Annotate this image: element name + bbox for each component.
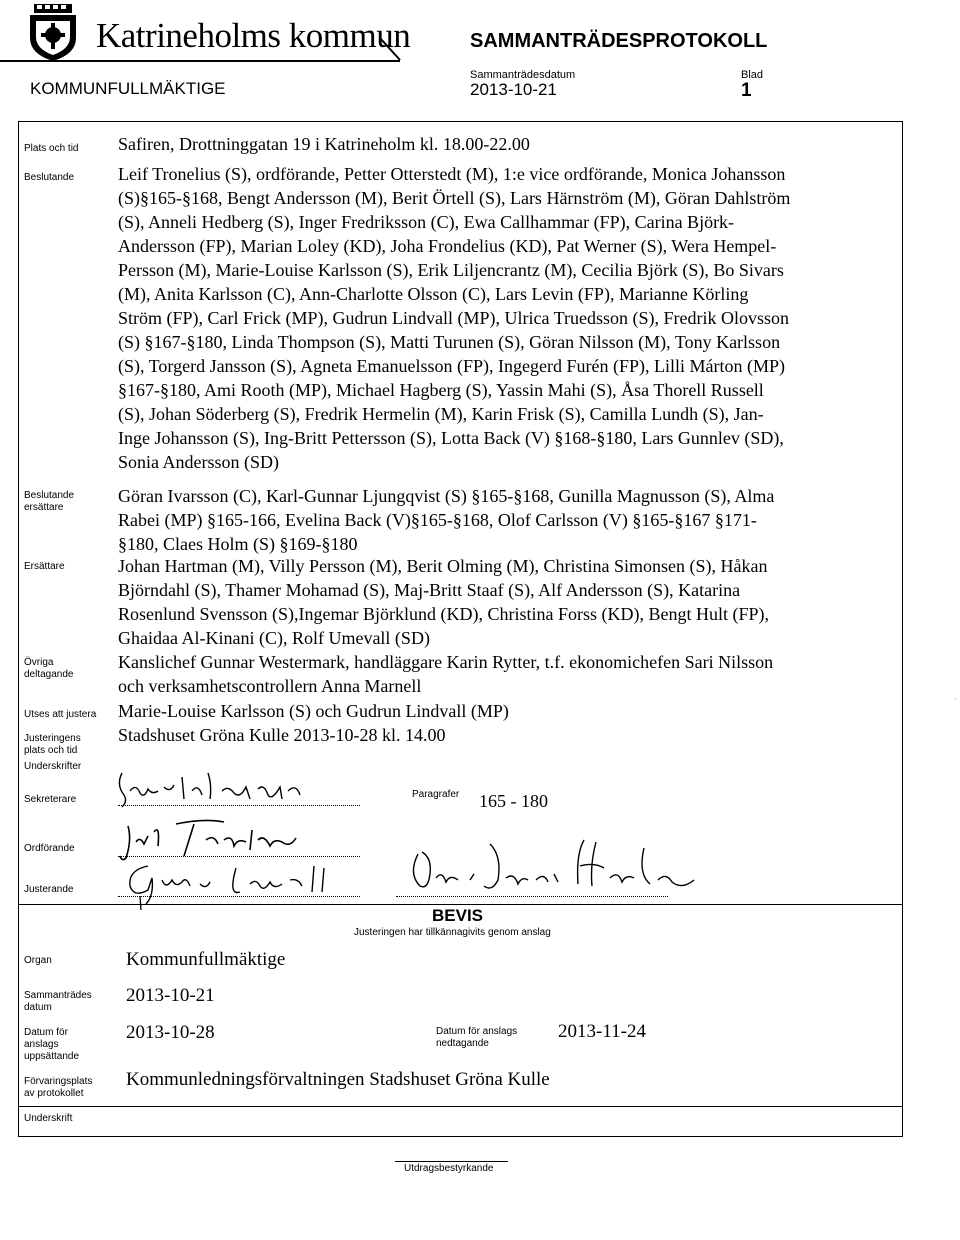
meeting-date: 2013-10-21 (470, 80, 557, 99)
svg-text:Leif Tronelius: Leif Tronelius (114, 812, 120, 813)
page-number: 1 (741, 80, 752, 101)
meeting-date-label-bevis (24, 990, 92, 1014)
frame-border-right (902, 121, 903, 1136)
adjust-place-label (24, 733, 81, 757)
removed-date-label (436, 1026, 517, 1050)
organ-label: Organ (24, 955, 52, 966)
chair-label: Ordförande (24, 843, 75, 854)
text-line: (M), Anita Karlsson (C), Ann-Charlotte Olsson (C), Lars Levin (FP), Marianne Körling (118, 284, 749, 304)
frame-border-bottom (18, 1136, 903, 1137)
department-name: KOMMUNFULLMÄKTIGE (30, 79, 226, 98)
adjuster2-signature (398, 834, 728, 904)
meeting-date-label: Sammanträdesdatum (470, 69, 576, 81)
substitutes-list (118, 554, 769, 650)
organ-value: Kommunfullmäktige (126, 949, 286, 970)
others-label (24, 657, 74, 681)
municipality-name: Katrineholms kommun (96, 16, 411, 55)
header-underline (0, 60, 400, 62)
text-line: Ghaidaa Al-Kinani (C), Rolf Umevall (SD) (118, 628, 430, 648)
label-line: datum (24, 1002, 52, 1013)
header-slash-mark (378, 36, 404, 62)
scan-speck: · (954, 694, 957, 704)
signature-tick-mark (136, 896, 146, 910)
label-line: Justeringens (24, 733, 81, 744)
bevis-title: BEVIS (432, 906, 484, 925)
deciding-label: Beslutande (24, 172, 75, 183)
label-line: Datum för (24, 1027, 68, 1038)
signature-label: Underskrift (24, 1113, 73, 1124)
label-line: anslags (24, 1039, 59, 1050)
svg-text:Gunnar Westermark: Gunnar Westermark (112, 765, 121, 766)
document-title: SAMMANTRÄDESPROTOKOLL (470, 30, 768, 52)
adjusters-label: Utses att justera (24, 709, 97, 720)
text-line: Andersson (FP), Marian Loley (KD), Joha Frondelius (KD), Pat Werner (S), Wera Hempel- (118, 236, 777, 256)
text-line: Sonia Andersson (SD) (118, 452, 279, 472)
municipal-crest-logo (26, 4, 80, 62)
page-label: Blad (741, 69, 764, 81)
place-time-label: Plats och tid (24, 143, 79, 154)
text-line: (S), Anneli Hedberg (S), Inger Fredriksson (C), Ewa Callhammar (FP), Carina Björk- (118, 212, 735, 232)
secretary-label: Sekreterare (24, 794, 77, 805)
label-line: nedtagande (436, 1038, 489, 1049)
text-line: (S), Johan Söderberg (S), Fredrik Hermelin (M), Karin Frisk (S), Camilla Lundh (S), Jan- (118, 404, 764, 424)
label-line: uppsättande (24, 1051, 80, 1062)
posted-date-value: 2013-10-28 (126, 1022, 215, 1043)
text-line: Rabei (MP) §165-166, Evelina Back (V)§165-§168, Olof Carlsson (V) §165-§167 §171- (118, 510, 757, 530)
text-line: §180, Claes Holm (S) §169-§180 (118, 534, 358, 554)
label-line: Övriga (24, 657, 54, 668)
deciding-members (118, 162, 790, 474)
storage-label (24, 1076, 92, 1100)
text-line: Inge Johansson (S), Ing-Britt Pettersson (S), Lotta Back (V) §168-§180, Lars Gunnlev (SD), (118, 428, 784, 448)
frame-border-left (18, 121, 19, 1136)
posted-date-label (24, 1027, 79, 1063)
signature-separator (18, 1106, 903, 1107)
text-line: Persson (M), Marie-Louise Karlsson (S), Erik Liljencrantz (M), Cecilia Björk (S), Bo Sivars (118, 260, 784, 280)
text-line: Göran Ivarsson (C), Karl-Gunnar Ljungqvist (S) §165-§168, Gunilla Magnusson (S), Alma (118, 486, 775, 506)
text-line: Ström (FP), Carl Frick (MP), Gudrun Lindvall (MP), Ulrica Truedsson (S), Fredrik Olovsson (118, 308, 789, 328)
label-line: Datum för anslags (436, 1026, 518, 1037)
others-list (118, 650, 773, 698)
paragraphs-value: 165 - 180 (479, 791, 548, 811)
label-line: Förvaringsplats (24, 1076, 93, 1087)
label-line: deltagande (24, 669, 74, 680)
label-line: plats och tid (24, 745, 78, 756)
adjust-place-value: Stadshuset Gröna Kulle 2013-10-28 kl. 14.00 (118, 725, 446, 745)
text-line: och verksamhetscontrollern Anna Marnell (118, 676, 422, 696)
svg-text:Gudrun Lindvall: Gudrun Lindvall (118, 856, 125, 857)
deciding-substitutes-list (118, 484, 774, 556)
extract-box-line (395, 1161, 508, 1162)
removed-date-value: 2013-11-24 (558, 1021, 646, 1042)
place-time-value: Safiren, Drottninggatan 19 i Katrineholm kl. 18.00-22.00 (118, 134, 530, 154)
label-line: av protokollet (24, 1088, 84, 1099)
label-line: Sammanträdes (24, 990, 92, 1001)
meeting-date-value-bevis: 2013-10-21 (126, 985, 215, 1006)
secretary-signature (112, 765, 352, 810)
text-line: Björndahl (S), Thamer Mohamad (S), Maj-Britt Staaf (S), Alf Andersson (S), Katarina (118, 580, 741, 600)
text-line: §167-§180, Ami Rooth (MP), Michael Hagberg (S), Yassin Mahi (S), Åsa Thorell Russell (118, 380, 764, 400)
frame-border-top (18, 121, 902, 122)
adjusters-value: Marie-Louise Karlsson (S) och Gudrun Lindvall (MP) (118, 701, 509, 721)
text-line: (S)§165-§168, Bengt Andersson (M), Berit Örtell (S), Lars Härnström (M), Göran Dahlström (118, 188, 791, 208)
paragraphs-label: Paragrafer (412, 789, 460, 800)
bevis-subtitle: Justeringen har tillkännagivits genom anslag (354, 927, 551, 938)
label-line: Beslutande (24, 490, 75, 501)
storage-value: Kommunledningsförvaltningen Stadshuset Gröna Kulle (126, 1069, 550, 1090)
extract-certification-label: Utdragsbestyrkande (404, 1163, 494, 1174)
svg-text:Marie-Louise Karlsson: Marie-Louise Karlsson (398, 834, 408, 835)
adjusting-label: Justerande (24, 884, 74, 895)
text-line: Kanslichef Gunnar Westermark, handläggare Karin Rytter, t.f. ekonomichefen Sari Nilsson (118, 652, 774, 672)
text-line: Johan Hartman (M), Villy Persson (M), Berit Olming (M), Christina Simonsen (S), Håkan (118, 556, 768, 576)
text-line: (S), Torgerd Jansson (S), Agneta Emanuelsson (FP), Ingegerd Furén (FP), Lilli Márton (MP) (118, 356, 786, 376)
adjuster1-signature (118, 856, 368, 906)
text-line: (S) §167-§180, Linda Thompson (S), Matti Turunen (S), Göran Nilsson (M), Tony Karlsson (118, 332, 781, 352)
text-line: Leif Tronelius (S), ordförande, Petter Otterstedt (M), 1:e vice ordförande, Monica Johansson (118, 164, 786, 184)
signatures-label: Underskrifter (24, 761, 82, 772)
deciding-substitutes-label (24, 490, 74, 514)
substitutes-label: Ersättare (24, 561, 65, 572)
label-line: ersättare (24, 502, 64, 513)
text-line: Rosenlund Svensson (S),Ingemar Björklund (KD), Christina Forss (KD), Bengt Hult (FP), (118, 604, 769, 624)
